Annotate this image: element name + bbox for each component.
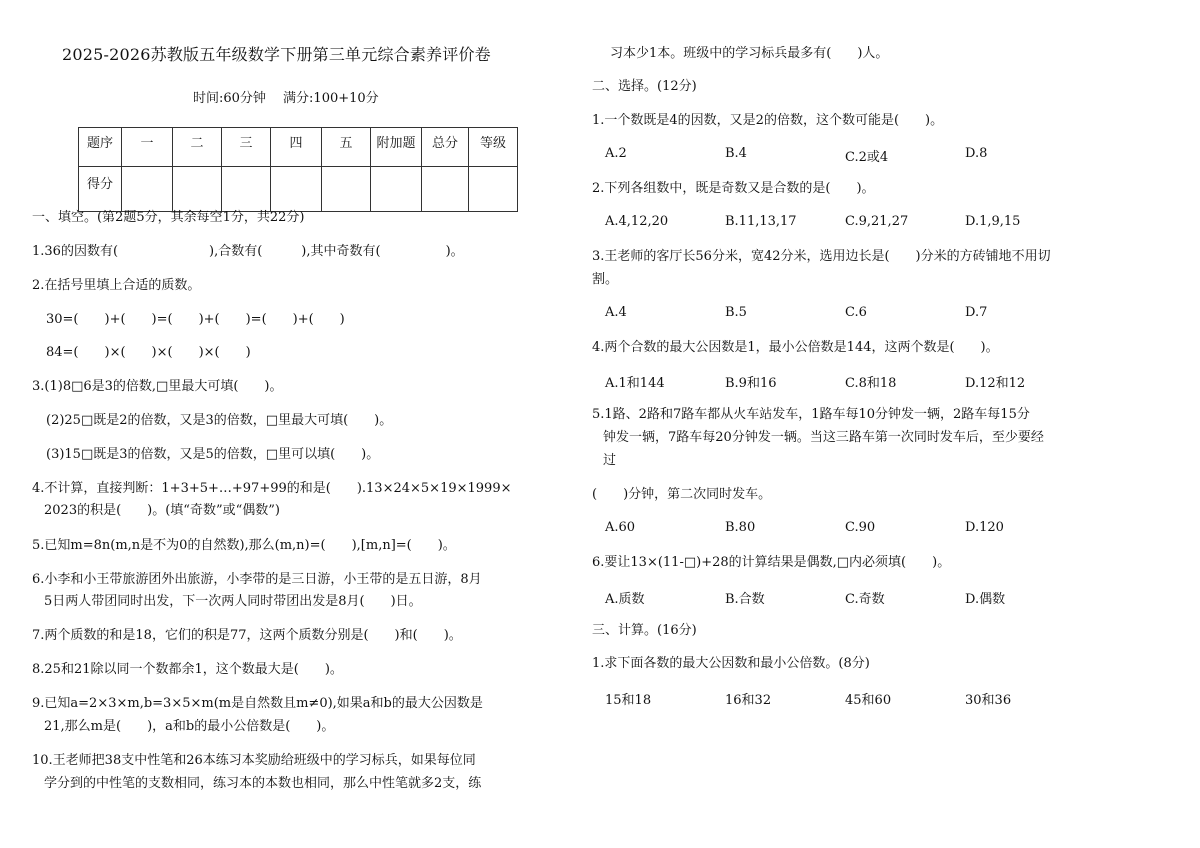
score-cell[interactable] bbox=[271, 167, 322, 212]
score-table-score-row bbox=[79, 167, 518, 212]
fill-q2a: 30=( )+( )=( )+( )=( )+( ) bbox=[46, 312, 345, 327]
choice-q6-option-d[interactable]: D.偶数 bbox=[965, 592, 1006, 607]
fill-q9a: 9.已知a=2×3×m,b=3×5×m(m是自然数且m≠0),如果a和b的最大公因数是 bbox=[32, 696, 483, 711]
choice-q1-option-c[interactable]: C.2或4 bbox=[845, 150, 889, 165]
choice-q5-option-b[interactable]: B.80 bbox=[725, 520, 756, 535]
choice-q5-option-c[interactable]: C.90 bbox=[845, 520, 876, 535]
score-header-cell: 三 bbox=[222, 128, 271, 167]
choice-q2-option-d[interactable]: D.1,9,15 bbox=[965, 214, 1021, 229]
fill-q10b: 学分到的中性笔的支数相同，练习本的本数也相同，那么中性笔就多2支，练 bbox=[44, 776, 482, 791]
fill-q6a: 6.小李和小王带旅游团外出旅游，小李带的是三日游，小王带的是五日游，8月 bbox=[32, 572, 482, 587]
score-cell[interactable] bbox=[222, 167, 271, 212]
choice-q3-option-a[interactable]: A.4 bbox=[605, 305, 627, 320]
choice-q5-cont2: 过 bbox=[603, 453, 617, 468]
choice-q4-option-b[interactable]: B.9和16 bbox=[725, 376, 777, 391]
score-row-label: 得分 bbox=[79, 167, 122, 212]
score-table-header-row bbox=[79, 128, 518, 167]
fill-q3a: 3.(1)8□6是3的倍数,□里最大可填( )。 bbox=[32, 379, 283, 394]
fill-q3c: (3)15□既是3的倍数，又是5的倍数，□里可以填( )。 bbox=[46, 447, 380, 462]
score-cell[interactable] bbox=[122, 167, 173, 212]
calc-pair: 15和18 bbox=[605, 693, 652, 708]
score-table bbox=[78, 127, 518, 212]
choice-q1-option-b[interactable]: B.4 bbox=[725, 146, 747, 161]
score-cell[interactable] bbox=[173, 167, 222, 212]
choice-q3-option-d[interactable]: D.7 bbox=[965, 305, 988, 320]
fill-q10c: 习本少1本。班级中的学习标兵最多有( )人。 bbox=[610, 46, 889, 61]
fill-q3b: (2)25□既是2的倍数，又是3的倍数，□里最大可填( )。 bbox=[46, 413, 393, 428]
score-header-cell: 附加题 bbox=[371, 128, 422, 167]
score-header-cell: 总分 bbox=[422, 128, 469, 167]
choice-q5-option-a[interactable]: A.60 bbox=[605, 520, 636, 535]
score-header-cell: 题序 bbox=[79, 128, 122, 167]
choice-q1: 1.一个数既是4的因数，又是2的倍数，这个数可能是( )。 bbox=[592, 113, 944, 128]
fill-q4b: 2023的积是( )。(填“奇数”或“偶数”) bbox=[44, 503, 280, 518]
exam-time-info: 时间:60分钟 满分:100+10分 bbox=[193, 91, 379, 106]
choice-q3-option-b[interactable]: B.5 bbox=[725, 305, 747, 320]
choice-q6-option-c[interactable]: C.奇数 bbox=[845, 592, 885, 607]
fill-q6b: 5日两人带团同时出发，下一次两人同时带团出发是8月( )日。 bbox=[44, 594, 422, 609]
choice-q5-option-d[interactable]: D.120 bbox=[965, 520, 1004, 535]
fill-q5: 5.已知m=8n(m,n是不为0的自然数),那么(m,n)=( ),[m,n]=( )。 bbox=[32, 538, 456, 553]
choice-q1-option-d[interactable]: D.8 bbox=[965, 146, 988, 161]
calc-pair: 16和32 bbox=[725, 693, 772, 708]
choice-q4-option-c[interactable]: C.8和18 bbox=[845, 376, 897, 391]
page-title: 2025-2026苏教版五年级数学下册第三单元综合素养评价卷 bbox=[62, 45, 491, 64]
score-cell[interactable] bbox=[469, 167, 518, 212]
choice-q2-option-a[interactable]: A.4,12,20 bbox=[605, 214, 669, 229]
fill-q2: 2.在括号里填上合适的质数。 bbox=[32, 278, 201, 293]
fill-q8: 8.25和21除以同一个数都余1，这个数最大是( )。 bbox=[32, 662, 343, 677]
choice-q6: 6.要让13×(11-□)+28的计算结果是偶数,□内必须填( )。 bbox=[592, 555, 951, 570]
score-cell[interactable] bbox=[422, 167, 469, 212]
choice-q6-option-b[interactable]: B.合数 bbox=[725, 592, 765, 607]
calc-q1: 1.求下面各数的最大公因数和最小公倍数。(8分) bbox=[592, 656, 870, 671]
calc-pair: 45和60 bbox=[845, 693, 892, 708]
fill-q7: 7.两个质数的和是18，它们的积是77，这两个质数分别是( )和( )。 bbox=[32, 628, 462, 643]
fill-q1: 1.36的因数有( ),合数有( ),其中奇数有( )。 bbox=[32, 244, 464, 259]
choice-q3-cont: 割。 bbox=[592, 272, 619, 287]
calc-pair: 30和36 bbox=[965, 693, 1012, 708]
choice-q4-option-a[interactable]: A.1和144 bbox=[605, 376, 665, 391]
section2-heading: 二、选择。(12分) bbox=[592, 79, 697, 94]
choice-q5-cont3: ( )分钟，第二次同时发车。 bbox=[592, 487, 772, 502]
choice-q2-option-b[interactable]: B.11,13,17 bbox=[725, 214, 797, 229]
choice-q4-option-d[interactable]: D.12和12 bbox=[965, 376, 1026, 391]
score-cell[interactable] bbox=[371, 167, 422, 212]
choice-q5-cont1: 钟发一辆，7路车每20分钟发一辆。当这三路车第一次同时发车后，至少要经 bbox=[603, 430, 1044, 445]
choice-q3-option-c[interactable]: C.6 bbox=[845, 305, 867, 320]
choice-q6-option-a[interactable]: A.质数 bbox=[605, 592, 645, 607]
choice-q3: 3.王老师的客厅长56分米，宽42分米，选用边长是( )分米的方砖铺地不用切 bbox=[592, 249, 1051, 264]
score-header-cell: 二 bbox=[173, 128, 222, 167]
fill-q10a: 10.王老师把38支中性笔和26本练习本奖励给班级中的学习标兵，如果每位同 bbox=[32, 753, 476, 768]
score-header-cell: 一 bbox=[122, 128, 173, 167]
fill-q9b: 21,那么m是( )，a和b的最小公倍数是( )。 bbox=[44, 719, 335, 734]
score-header-cell: 四 bbox=[271, 128, 322, 167]
choice-q4: 4.两个合数的最大公因数是1，最小公倍数是144，这两个数是( )。 bbox=[592, 340, 999, 355]
choice-q2-option-c[interactable]: C.9,21,27 bbox=[845, 214, 909, 229]
section3-heading: 三、计算。(16分) bbox=[592, 623, 697, 638]
fill-q2b: 84=( )×( )×( )×( ) bbox=[46, 345, 251, 360]
choice-q1-option-a[interactable]: A.2 bbox=[605, 146, 627, 161]
choice-q2: 2.下列各组数中，既是奇数又是合数的是( )。 bbox=[592, 181, 875, 196]
score-cell[interactable] bbox=[322, 167, 371, 212]
fill-q4a: 4.不计算，直接判断：1+3+5+…+97+99的和是( ).13×24×5×19×1999× bbox=[32, 481, 512, 496]
score-header-cell: 五 bbox=[322, 128, 371, 167]
score-header-cell: 等级 bbox=[469, 128, 518, 167]
section1-heading: 一、填空。(第2题5分，其余每空1分，共22分) bbox=[32, 210, 305, 225]
choice-q5: 5.1路、2路和7路车都从火车站发车，1路车每10分钟发一辆，2路车每15分 bbox=[592, 407, 1030, 422]
